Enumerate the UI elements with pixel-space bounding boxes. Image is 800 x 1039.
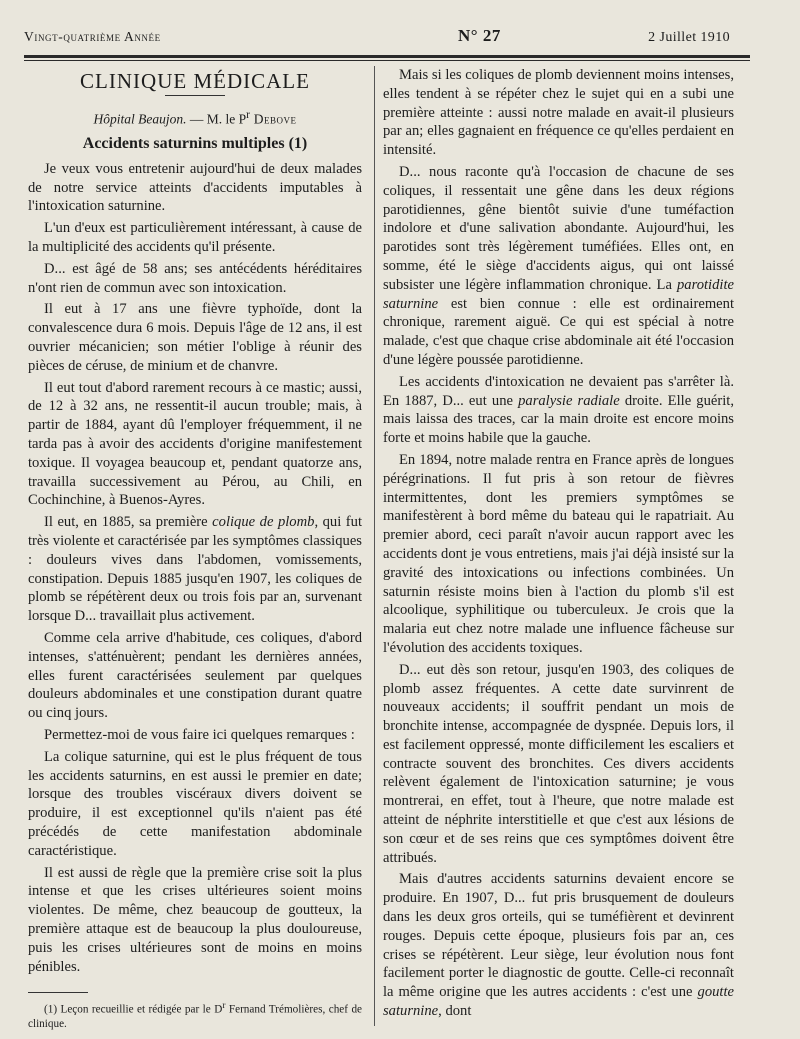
paragraph <box>383 870 734 1020</box>
italic-term: parotidite saturnine <box>383 276 734 312</box>
paragraph: Il eut tout d'abord rarement recours à ce mastic; aussi, de 12 à 32 ans, ne ressentit-il aucun trouble; mais, à partir de 1884, ayant dû l'employer fréquemment, il ne tarda pas à avoir des accidents d'origine manifestement toxique. Il voyagea beaucoup et, pendant quatorze ans, travailla successivement au Pérou, au Chili, en Cochinchine, à Buenos-Ayres. <box>28 379 362 509</box>
text-run: , qui fut très violente et caractérisée par les symptômes classiques : douleurs vives dans l'abdomen, vomissements, constipation. Depuis 1885 jusqu'en 1907, les coliques de plomb se répétèrent deux ou trois fois par an, survenant lorsque D... travaillait plus activement. <box>28 514 362 625</box>
text-run: Il eut, en 1885, sa première <box>44 514 213 531</box>
paragraph: D... eut dès son retour, jusqu'en 1903, des coliques de plomb assez fréquentes. A cette date survinrent de nouveaux accidents; il souffrit pendant un mois de bronchite intense, accompagnée de dyspnée. Depuis lors, il est facilement oppressé, monte difficilement les escaliers et contracte souvent des bronchites. Ces divers accidents relèvent également de l'intoxication saturnine; je vous montrerai, en effet, tout à l'heure, que notre malade est atteint de néphrite interstitielle et que c'est aux lésions de son cœur et de ses reins que ces symptômes doivent être attribués. <box>383 661 734 866</box>
hospital-separator: — M. le P <box>186 111 247 127</box>
italic-term: paralysie radiale <box>518 392 620 409</box>
hospital-line <box>28 106 362 129</box>
section-title: CLINIQUE MÉDICALE <box>80 69 310 93</box>
edition-label: Vingt-quatrième Année <box>24 29 161 44</box>
professor-name: Debove <box>249 111 297 127</box>
paragraph: D... est âgé de 58 ans; ses antécédents héréditaires n'ont rien de commun avec son intoxication. <box>28 260 362 296</box>
text-run: est bien connue : elle est ordinairement chronique, rarement aiguë. Ce qui est spécial à notre malade, c'est que chaque crise abdominale ait été l'occasion d'une légère poussée parotidienne. <box>383 295 734 368</box>
italic-term: colique de plomb <box>212 514 315 531</box>
paragraph: La colique saturnine, qui est le plus fréquent de tous les accidents saturnins, en est aussi le premier en date; lorsque des troubles viscéraux divers doivent se produire, il est exceptionnel qu'ils n'aient pas été précédés de cette manifestation abdominale caractéristique. <box>28 748 362 859</box>
paragraph: Permettez-moi de vous faire ici quelques remarques : <box>44 727 355 743</box>
doctor-title-sup: r <box>222 1001 226 1012</box>
professor-title-sup: r <box>246 108 250 121</box>
text-run: , dont <box>438 1003 472 1020</box>
right-column <box>383 66 734 1024</box>
paragraph: Comme cela arrive d'habitude, ces coliques, d'abord intenses, s'atténuèrent; pendant les dernières années, elles furent caractérisées seulement par quelques douleurs abdominales et une constipation durant quatre ou cinq jours. <box>28 630 362 722</box>
text-run: D... nous raconte qu'à l'occasion de chacune de ses coliques, il ressentait une gêne dans les deux régions parotidiennes, gêne bientôt suivie d'une tuméfaction indolore et d'une salivation abondante. Aujourd'hui, les parotides sont très légèrement tuméfiées. Elles ont, en somme, été le siège d'accidents aigus, qui ont laissé subsister une légère inflammation chronique. La <box>383 163 734 293</box>
paragraph: Mais si les coliques de plomb deviennent moins intenses, elles tendent à se répéter chez le sujet qui en a subi une première atteinte : aussi notre malade en avait-il plusieurs par an; elles gagnaient en fréquence ce qu'elles perdaient en intensité. <box>383 67 734 159</box>
hospital-name: Hôpital Beaujon. <box>93 111 187 127</box>
paragraph: Il est aussi de règle que la première crise soit la plus intense et que les crises ultérieures soient moins violentes. De même, chez beaucoup de goutteux, la première attaque est de beaucoup la plus douloureuse, puis les crises ultérieures sont de moins en moins pénibles. <box>28 864 362 975</box>
left-column <box>28 66 362 1034</box>
text-run: Mais d'autres accidents saturnins devaient encore se produire. En 1907, D... fut pris brusquement de douleurs dans les deux gros orteils, qui se tuméfièrent et devinrent rouges. Depuis cette époque, plusieurs fois par an, ces crises se répétèrent. Leur siège, leur évolution nous font facilement porter le diagnostic de goutte. Celle-ci reconnaît la même origine que les autres accidents : c'est une <box>383 871 734 1001</box>
paragraph <box>383 373 734 448</box>
paragraph <box>28 513 362 626</box>
page-header <box>24 26 730 52</box>
issue-date: 2 Juillet 1910 <box>648 30 730 45</box>
italic-term: goutte saturnine <box>383 984 734 1020</box>
title-rule <box>165 95 225 96</box>
paragraph: L'un d'eux est particulièrement intéressant, à cause de la multiplicité des accidents qu'il présente. <box>28 220 362 256</box>
text-run: (1) Leçon recueillie et rédigée par le D <box>44 1004 223 1017</box>
paragraph <box>383 163 734 370</box>
header-rule-thin <box>24 60 750 61</box>
column-divider <box>374 66 375 1026</box>
text-run: Les accidents d'intoxication ne devaient pas s'arrêter là. En 1887, D... eut une <box>383 373 734 409</box>
paragraph: En 1894, notre malade rentra en France après de longues pérégrinations. Il fut pris à son retour de fièvres intermittentes, dont les premiers symptômes se manifestèrent à bord même du bateau qui le rapatriait. Au premier abord, ceci paraît n'avoir aucun rapport avec les accidents dont je vous entretiens, mais j'ai déjà insisté sur la gravité des intoxications ou infections combinées. Un saturnin résiste moins bien à l'action du plomb s'il est alcoolique, syphilitique ou tuberculeux. Je crois que la malaria eut chez notre malade une influence fâcheuse sur l'évolution des accidents toxiques. <box>383 451 734 656</box>
paragraph: Il eut à 17 ans une fièvre typhoïde, dont la convalescence dura 6 mois. Depuis l'âge de 12 ans, il est ouvrier mécanicien; son métier l'oblige à réunir des pièces de céruse, de minium et de chanvre. <box>28 301 362 374</box>
paragraph: Je veux vous entretenir aujourd'hui de deux malades de notre service atteints d'accidents imputables à l'intoxication saturnine. <box>28 160 362 215</box>
text-run: Fernand Trémolières, chef de clinique. <box>28 1004 362 1031</box>
article-title: Accidents saturnins multiples (1) <box>82 135 308 153</box>
issue-number: N° 27 <box>458 26 501 45</box>
header-rule-thick <box>24 55 750 58</box>
footnote <box>28 999 362 1031</box>
text-run: droite. Elle guérit, mais laissa des traces, car la main droite est encore moins forte et moins habile que la gauche. <box>383 392 734 447</box>
footnote-rule <box>28 992 88 993</box>
